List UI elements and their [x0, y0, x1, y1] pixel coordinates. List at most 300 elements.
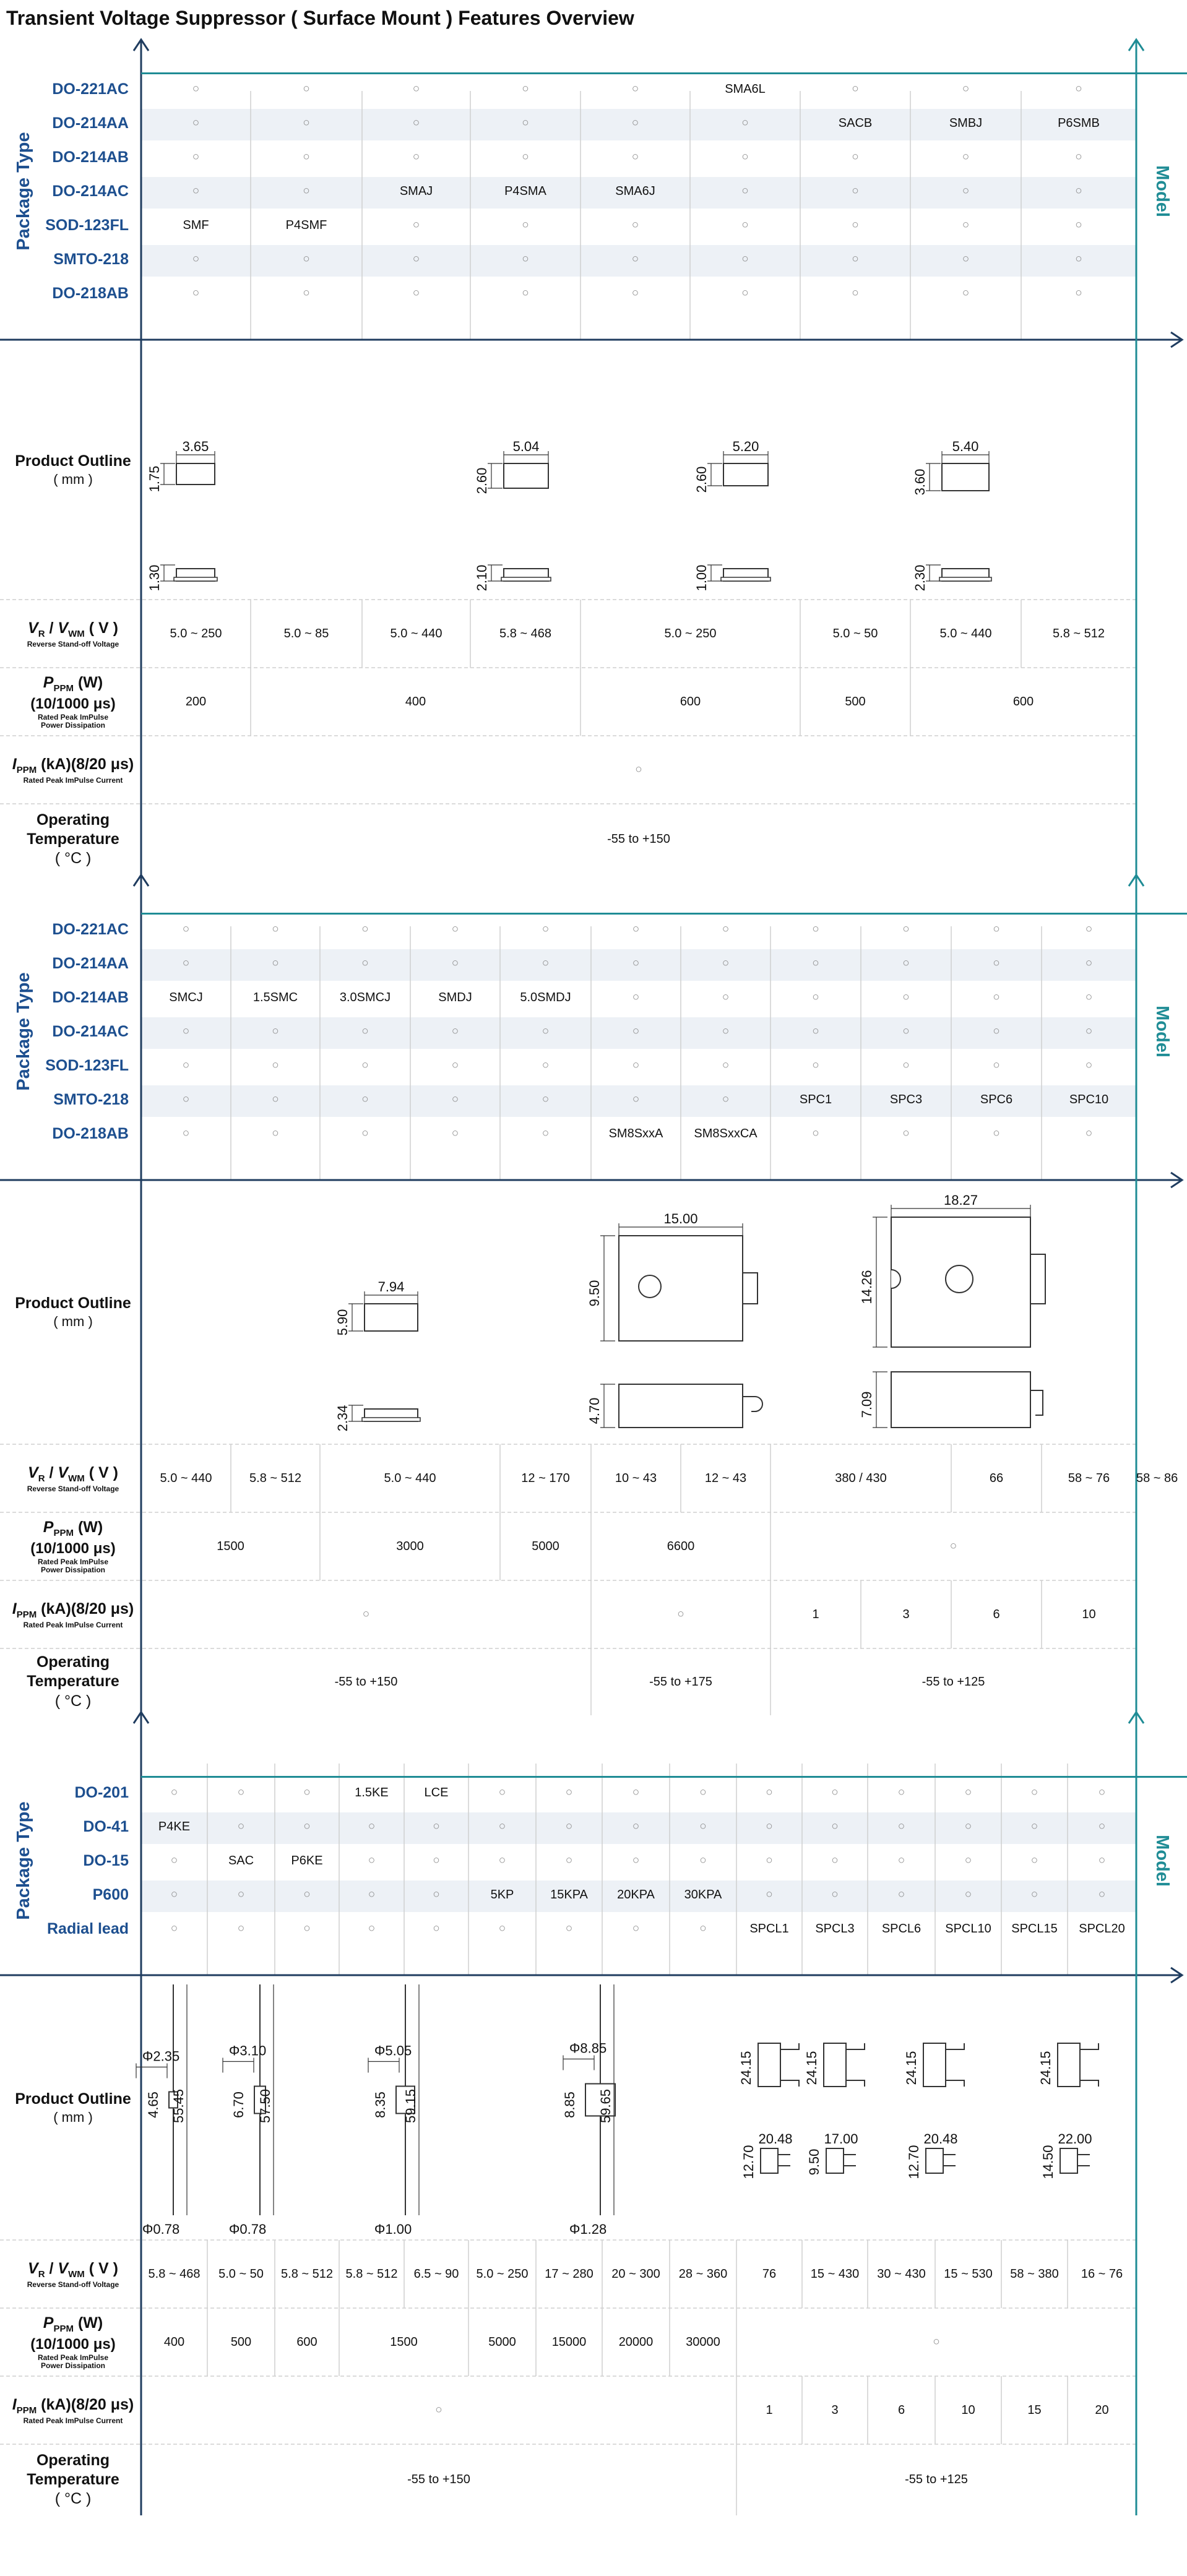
outline-shape: [943, 2155, 956, 2166]
package-label: Radial lead: [47, 1919, 129, 1937]
thickness-dimension: 1.30: [147, 564, 162, 592]
thickness-dimension: 7.09: [859, 1391, 874, 1418]
model-cell: ○: [962, 82, 970, 96]
package-label: DO-218AB: [52, 1124, 129, 1142]
model-cell: ○: [272, 1025, 279, 1038]
outline-drawings: [147, 439, 991, 591]
model-cell: ○: [741, 218, 749, 232]
model-cell: ○: [412, 82, 420, 96]
vr-value: 5.8 ~ 512: [1053, 626, 1105, 640]
package-label: SMTO-218: [53, 1090, 129, 1108]
model-cell: ○: [964, 1820, 972, 1833]
feature-table-2: [0, 868, 1187, 1710]
model-cell: ○: [1098, 1786, 1106, 1799]
model-cell: 30KPA: [684, 1887, 722, 1902]
model-cell: ○: [631, 286, 639, 300]
temp-label-1: Operating: [36, 811, 110, 829]
radial-thickness: 9.50: [806, 2148, 822, 2176]
body-diameter: Φ8.85: [569, 2040, 607, 2056]
model-cell: ○: [993, 957, 1000, 970]
model-cell: ○: [361, 1127, 369, 1140]
feature-table-1: [0, 32, 1187, 868]
model-cell: SPCL10: [945, 1921, 991, 1936]
model-cell: ○: [361, 923, 369, 936]
model-cell: ○: [170, 1854, 178, 1867]
vr-label: $V_R / V_{WM}$ ( V ): [28, 2260, 118, 2280]
ppm-label: $P_{PPM}$ (W): [43, 674, 103, 694]
model-cell: ○: [897, 1820, 905, 1833]
outline-row-label: [5, 340, 141, 600]
model-cell: ○: [451, 1025, 459, 1038]
outline-shape: [1030, 1390, 1043, 1415]
model-cell: ○: [831, 1786, 839, 1799]
ipm-sublabel: Rated Peak ImPulse Current: [23, 775, 123, 785]
model-cell: ○: [522, 252, 529, 266]
model-cell: ○: [632, 957, 640, 970]
outline-shape: [362, 1418, 420, 1421]
model-cell: ○: [433, 1854, 440, 1867]
model-cell: ○: [897, 1854, 905, 1867]
outline-shape: [780, 2043, 799, 2087]
model-cell: ○: [412, 286, 420, 300]
model-cell: ○: [361, 1059, 369, 1072]
model-cell: ○: [852, 184, 859, 198]
ppm-row-label: [5, 668, 141, 736]
height-dimension: 2.60: [694, 466, 709, 493]
ppm-row-label: [5, 1512, 141, 1580]
model-cell: ○: [632, 1820, 640, 1833]
model-cell: ○: [1075, 82, 1082, 96]
thickness-dimension: 1.00: [694, 564, 709, 592]
model-cell: ○: [722, 923, 730, 936]
overall-length: 59.15: [403, 2088, 418, 2124]
model-cell: SPC6: [980, 1092, 1013, 1106]
model-cell: ○: [303, 82, 310, 96]
model-cell: ○: [722, 957, 730, 970]
temp-label-3: ( °C ): [54, 850, 92, 868]
model-cell: SMAJ: [399, 184, 433, 198]
ppm-sublabel-1: Rated Peak ImPulse: [37, 2353, 109, 2363]
height-dimension: 14.26: [859, 1270, 874, 1304]
model-cell: ○: [522, 218, 529, 232]
model-axis-label: Model: [1152, 1835, 1172, 1887]
model-cell: ○: [722, 1093, 730, 1106]
package-label: DO-218AB: [52, 284, 129, 302]
ppm-value: 5000: [488, 2335, 516, 2349]
model-cell: ○: [741, 184, 749, 198]
vr-value: 20 ~ 300: [611, 2267, 660, 2281]
ppm-paren: (10/1000 μs): [30, 2336, 116, 2353]
ppm-value: 6600: [667, 1539, 695, 1553]
outline-shape: [946, 2043, 964, 2087]
model-cell: SPC1: [799, 1092, 832, 1106]
model-cell: ○: [565, 1820, 573, 1833]
model-cell: ○: [902, 923, 910, 936]
model-cell: ○: [699, 1786, 707, 1799]
model-axis-label: Model: [1152, 1006, 1172, 1058]
model-axis-label: Model: [1152, 165, 1172, 217]
model-cell: ○: [1098, 1888, 1106, 1902]
ppm-paren: (10/1000 μs): [30, 1540, 116, 1557]
ppm-sublabel-1: Rated Peak ImPulse: [37, 713, 109, 722]
model-cell: ○: [631, 252, 639, 266]
outline-shape: [501, 577, 551, 581]
model-cell: ○: [303, 252, 310, 266]
package-top-view: [504, 463, 548, 488]
model-cell: ○: [272, 923, 279, 936]
model-cell: SMBJ: [949, 116, 983, 130]
vr-value: 76: [762, 2267, 777, 2281]
lead-diameter: Φ1.00: [374, 2221, 412, 2237]
model-cell: SPCL15: [1011, 1921, 1058, 1936]
outline-shape: [743, 1397, 762, 1411]
model-cell: ○: [993, 1059, 1000, 1072]
model-cell: ○: [962, 218, 970, 232]
model-cell: ○: [1030, 1786, 1038, 1799]
ipm-sublabel: Rated Peak ImPulse Current: [23, 2416, 123, 2425]
model-cell: ○: [433, 1922, 440, 1936]
model-cell: ○: [852, 82, 859, 96]
model-cell: ○: [170, 1786, 178, 1799]
ipm-row-label: [5, 1580, 141, 1648]
radial-body: [923, 2043, 946, 2087]
model-cell: ○: [812, 991, 819, 1004]
outline-unit: ( mm ): [53, 1314, 93, 1330]
model-cell: ○: [1075, 286, 1082, 300]
package-label: DO-214AA: [52, 954, 129, 972]
temp-value: -55 to +125: [905, 2473, 968, 2486]
model-cell: ○: [361, 957, 369, 970]
body-diameter: Φ3.10: [228, 2043, 267, 2059]
ppm-sublabel-2: Power Dissipation: [40, 2361, 106, 2371]
vr-value: 5.8 ~ 512: [249, 1471, 301, 1485]
ppm-value: 3000: [396, 1539, 424, 1553]
model-cell: ○: [522, 150, 529, 164]
ppm-sublabel-1: Rated Peak ImPulse: [37, 1557, 109, 1567]
radial-thickness: 12.70: [741, 2145, 756, 2179]
package-label: DO-15: [83, 1851, 129, 1869]
model-cell: ○: [542, 923, 550, 936]
model-cell: ○: [632, 1786, 640, 1799]
model-cell: ○: [812, 1059, 819, 1072]
ppm-value: 30000: [686, 2335, 720, 2349]
model-cell: ○: [699, 1820, 707, 1833]
model-cell: ○: [993, 923, 1000, 936]
ppm-value: 500: [845, 694, 866, 709]
model-cell: ○: [1085, 923, 1093, 936]
model-cell: ○: [192, 116, 200, 130]
ppm-value: 200: [185, 694, 207, 709]
ppm-value: 20000: [618, 2335, 654, 2349]
model-cell: ○: [852, 218, 859, 232]
model-cell: P4SMA: [504, 184, 546, 198]
model-cell: ○: [565, 1786, 573, 1799]
radial-width: 22.00: [1058, 2131, 1092, 2147]
thickness-dimension: 4.70: [587, 1397, 602, 1424]
ipm-row-label: [5, 2376, 141, 2444]
outline-shape: [1030, 1254, 1045, 1304]
model-cell: ○: [962, 150, 970, 164]
ipm-value: 1: [812, 1607, 819, 1621]
ppm-sublabel-2: Power Dissipation: [40, 1566, 106, 1575]
package-label: DO-221AC: [52, 80, 129, 98]
model-cell: ○: [902, 991, 910, 1004]
model-cell: ○: [368, 1854, 376, 1867]
model-cell: ○: [852, 286, 859, 300]
ipm-value: 15: [1027, 2403, 1042, 2417]
model-cell: ○: [565, 1922, 573, 1936]
outline-shape: [939, 577, 991, 581]
outline-drawings: [136, 1984, 1099, 2237]
package-label: DO-221AC: [52, 920, 129, 938]
ipm-label: $I_{PPM}$ (kA)(8/20 μs): [12, 756, 134, 776]
temp-label-3: ( °C ): [54, 1692, 92, 1710]
model-cell: ○: [182, 1093, 190, 1106]
temp-label-1: Operating: [36, 1653, 110, 1671]
model-cell: ○: [522, 82, 529, 96]
model-cell: ○: [632, 1059, 640, 1072]
model-cell: ○: [170, 1888, 178, 1902]
ppm-paren: (10/1000 μs): [30, 696, 116, 713]
outline-row-label: [5, 1975, 141, 2240]
model-cell: ○: [632, 1922, 640, 1936]
model-cell: ○: [433, 1888, 440, 1902]
outline-shape: [946, 1265, 973, 1293]
model-cell: ○: [897, 1888, 905, 1902]
model-cell: SMDJ: [438, 990, 472, 1004]
model-cell: P6KE: [291, 1853, 323, 1867]
ppm-value: 600: [296, 2335, 317, 2349]
ppm-value: ○: [933, 2335, 940, 2349]
vr-sublabel: Reverse Stand-off Voltage: [27, 639, 119, 648]
vr-value: 16 ~ 76: [1081, 2267, 1123, 2281]
vr-value: 15 ~ 430: [810, 2267, 860, 2281]
vr-value: 58 ~ 380: [1010, 2267, 1059, 2281]
model-cell: ○: [1075, 218, 1082, 232]
model-cell: ○: [766, 1888, 773, 1902]
vr-value: 58 ~ 76: [1068, 1471, 1110, 1485]
model-cell: ○: [542, 957, 550, 970]
temp-label-2: Temperature: [27, 830, 119, 848]
ppm-value: 1500: [390, 2335, 418, 2349]
model-cell: ○: [498, 1786, 506, 1799]
model-cell: ○: [303, 1922, 311, 1936]
package-label: SMTO-218: [53, 250, 129, 268]
width-dimension: 18.27: [943, 1192, 978, 1208]
vr-value: 5.0 ~ 440: [939, 626, 992, 640]
model-cell: ○: [741, 150, 749, 164]
temp-value: -55 to +150: [607, 832, 670, 846]
lead-diameter: Φ0.78: [228, 2221, 267, 2237]
ipm-value: 3: [902, 1607, 910, 1621]
ipm-value: ○: [635, 763, 642, 777]
radial-width: 17.00: [824, 2131, 858, 2147]
model-cell: ○: [182, 957, 190, 970]
model-cell: ○: [766, 1786, 773, 1799]
temp-label-1: Operating: [36, 2451, 110, 2469]
ppm-value: 400: [163, 2335, 185, 2349]
radial-height: 24.15: [1038, 2051, 1053, 2085]
model-cell: ○: [993, 1127, 1000, 1140]
model-cell: SPCL6: [881, 1921, 922, 1936]
model-cell: ○: [192, 252, 200, 266]
package-label: DO-201: [74, 1783, 129, 1801]
model-cell: ○: [412, 150, 420, 164]
ppm-value: 600: [1012, 694, 1034, 709]
vr-value: 5.0 ~ 250: [476, 2267, 529, 2281]
model-cell: ○: [962, 252, 970, 266]
height-dimension: 3.60: [912, 468, 928, 496]
height-dimension: 1.75: [147, 465, 162, 493]
model-cell: ○: [498, 1854, 506, 1867]
model-cell: ○: [1030, 1820, 1038, 1833]
model-cell: ○: [741, 116, 749, 130]
outline-shape: [846, 2043, 865, 2087]
package-type-axis-label: Package Type: [14, 972, 33, 1091]
vr-value: 5.0 ~ 50: [218, 2267, 264, 2281]
model-cell: ○: [964, 1786, 972, 1799]
model-cell: ○: [631, 150, 639, 164]
overall-length: 59.65: [598, 2088, 613, 2124]
model-cell: ○: [831, 1820, 839, 1833]
model-cell: ○: [699, 1854, 707, 1867]
model-cell: ○: [303, 286, 310, 300]
outline-label: Product Outline: [15, 1294, 131, 1312]
thickness-dimension: 2.30: [912, 564, 928, 592]
model-cell: ○: [812, 1025, 819, 1038]
model-cell: ○: [812, 923, 819, 936]
model-cell: ○: [722, 1059, 730, 1072]
model-cell: ○: [852, 150, 859, 164]
model-cell: ○: [812, 1127, 819, 1140]
lead-diameter: Φ0.78: [142, 2221, 180, 2237]
radial-thickness: 12.70: [906, 2145, 922, 2179]
package-label: SOD-123FL: [45, 216, 129, 234]
temp-label-2: Temperature: [27, 1673, 119, 1691]
width-dimension: 15.00: [663, 1211, 698, 1226]
model-cell: ○: [631, 116, 639, 130]
model-cell: ○: [741, 252, 749, 266]
model-cell: ○: [498, 1820, 506, 1833]
ppm-value: 400: [405, 694, 426, 709]
radial-height: 24.15: [804, 2051, 819, 2085]
ipm-value: ○: [435, 2403, 442, 2417]
ppm-value: ○: [949, 1540, 957, 1553]
package-side-view: [891, 1372, 1030, 1428]
vr-row-label: [5, 1444, 141, 1512]
ipm-value: 10: [1082, 1607, 1096, 1621]
model-cell: ○: [272, 1127, 279, 1140]
model-cell: ○: [632, 1093, 640, 1106]
vr-value: 5.8 ~ 512: [345, 2267, 398, 2281]
vr-label: $V_R / V_{WM}$ ( V ): [28, 619, 118, 640]
ppm-value: 600: [680, 694, 701, 709]
vr-label: $V_R / V_{WM}$ ( V ): [28, 1464, 118, 1484]
model-cell: ○: [632, 923, 640, 936]
model-cell: P4KE: [158, 1819, 191, 1833]
model-cell: ○: [412, 116, 420, 130]
vr-value: 30 ~ 430: [877, 2267, 926, 2281]
radial-width: 20.48: [923, 2131, 958, 2147]
outline-row-label: [5, 1180, 141, 1444]
thickness-dimension: 2.10: [474, 564, 490, 592]
model-cell: ○: [451, 923, 459, 936]
body-length: 4.65: [145, 2091, 161, 2118]
model-cell: ○: [542, 1059, 550, 1072]
radial-side: [826, 2148, 844, 2173]
model-cell: SMA6J: [615, 184, 655, 198]
model-cell: ○: [451, 957, 459, 970]
outline-label: Product Outline: [15, 452, 131, 470]
vr-value: 12 ~ 170: [521, 1471, 570, 1485]
package-top-view: [723, 463, 768, 486]
model-cell: ○: [412, 252, 420, 266]
radial-body: [758, 2043, 780, 2087]
model-cell: P6SMB: [1058, 116, 1100, 130]
model-cell: SPC10: [1069, 1092, 1109, 1106]
model-cell: ○: [192, 184, 200, 198]
model-cell: SAC: [228, 1853, 254, 1867]
model-cell: ○: [192, 286, 200, 300]
vr-value: 10 ~ 43: [615, 1471, 657, 1485]
radial-side: [1060, 2148, 1077, 2173]
temp-value: -55 to +150: [407, 2473, 470, 2486]
model-cell: ○: [962, 184, 970, 198]
model-cell: ○: [1030, 1888, 1038, 1902]
height-dimension: 2.60: [474, 467, 490, 494]
model-cell: 3.0SMCJ: [339, 990, 391, 1004]
vr-value: 5.0 ~ 250: [170, 626, 222, 640]
vr-value: 15 ~ 530: [944, 2267, 993, 2281]
package-label: DO-214AB: [52, 988, 129, 1006]
model-cell: 5.0SMDJ: [520, 990, 571, 1004]
model-cell: ○: [631, 218, 639, 232]
model-cell: ○: [237, 1786, 245, 1799]
outline-shape: [639, 1275, 661, 1298]
model-cell: ○: [812, 957, 819, 970]
package-label: DO-214AC: [52, 182, 129, 200]
model-cell: ○: [368, 1922, 376, 1936]
ipm-value: 1: [766, 2403, 773, 2417]
model-cell: SPCL3: [815, 1921, 855, 1936]
model-cell: ○: [361, 1093, 369, 1106]
vr-value: 28 ~ 360: [678, 2267, 728, 2281]
model-cell: ○: [1098, 1854, 1106, 1867]
model-cell: ○: [632, 1854, 640, 1867]
ppm-row-label: [5, 2308, 141, 2376]
model-cell: ○: [237, 1922, 245, 1936]
package-side-view: [619, 1384, 743, 1428]
model-cell: ○: [993, 1025, 1000, 1038]
temp-row-label: [5, 804, 141, 875]
model-cell: SMA6L: [725, 82, 766, 96]
body-length: 6.70: [231, 2091, 246, 2118]
body-length: 8.85: [562, 2091, 577, 2118]
overall-length: 57.50: [257, 2088, 273, 2124]
model-cell: ○: [993, 991, 1000, 1004]
model-cell: ○: [542, 1025, 550, 1038]
model-cell: ○: [433, 1820, 440, 1833]
vr-value: 380 / 430: [835, 1471, 887, 1485]
model-cell: ○: [962, 286, 970, 300]
package-top-view: [942, 463, 989, 491]
package-top-view: [176, 463, 215, 485]
model-cell: ○: [272, 1093, 279, 1106]
model-cell: ○: [1085, 1025, 1093, 1038]
model-cell: ○: [831, 1854, 839, 1867]
vr-value: 5.0 ~ 250: [664, 626, 717, 640]
ipm-value: ○: [677, 1608, 684, 1621]
